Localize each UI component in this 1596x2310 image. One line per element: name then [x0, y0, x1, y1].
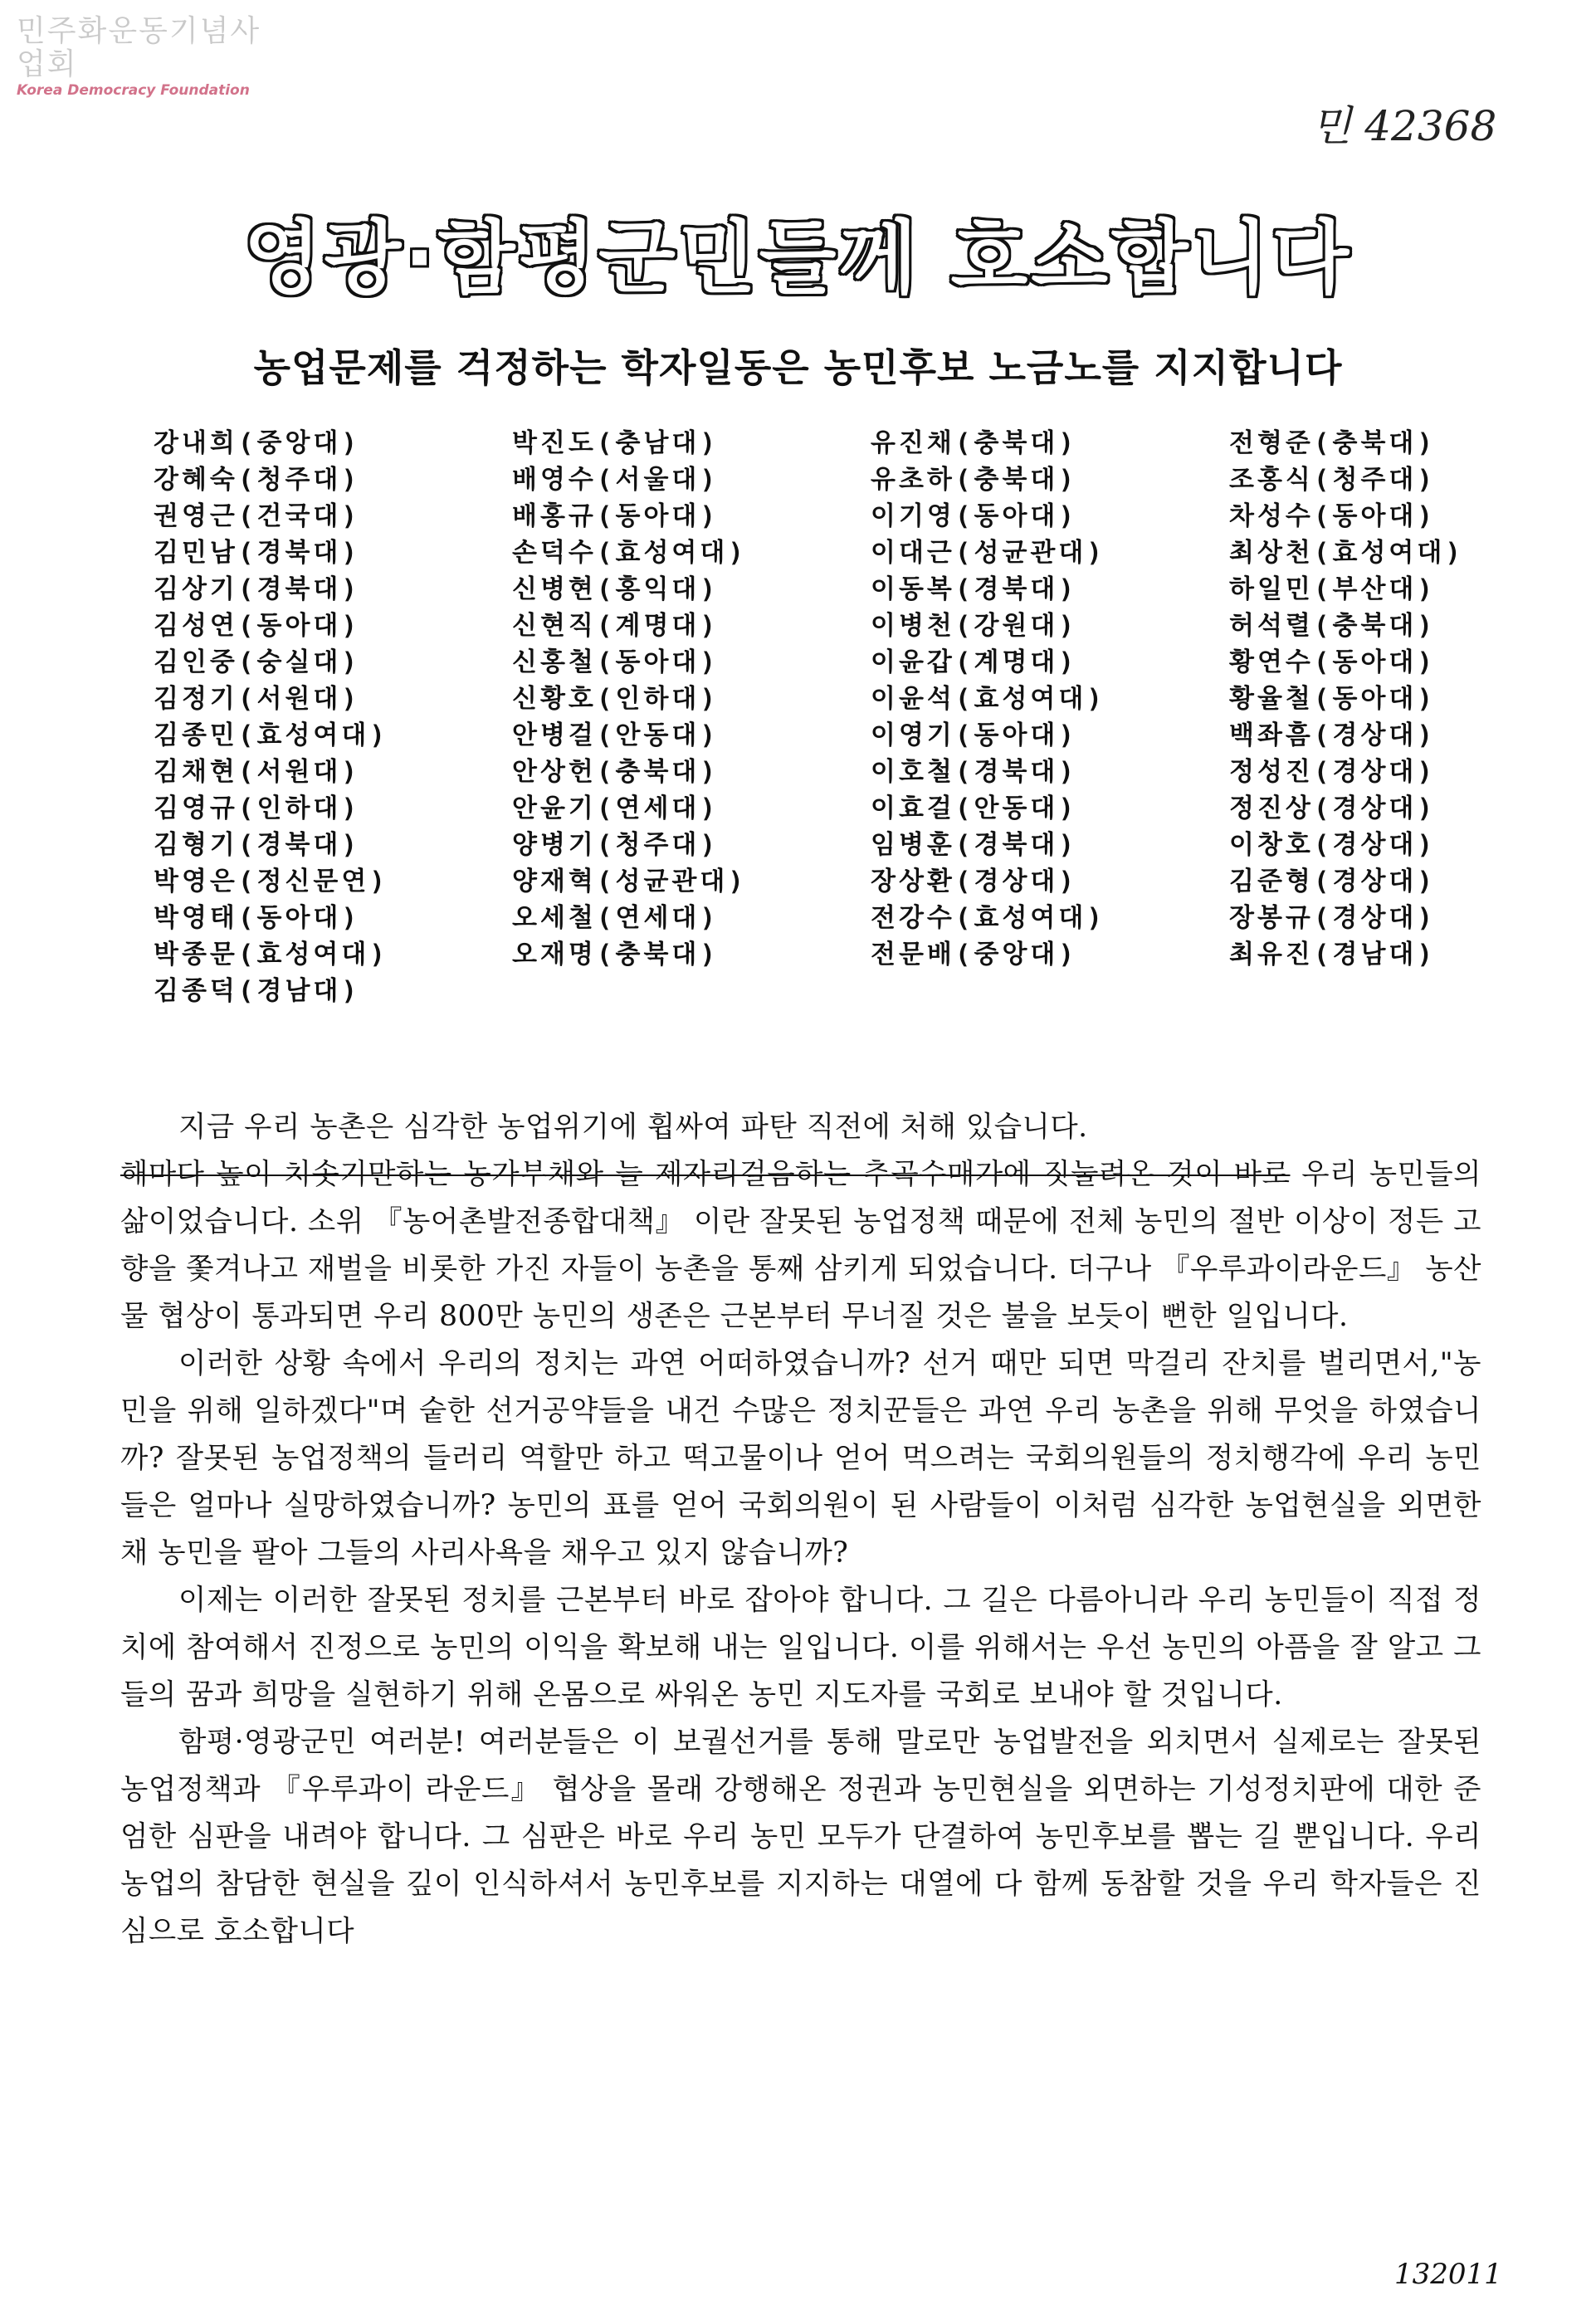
signer-entry: 배홍규(동아대)	[512, 501, 720, 531]
signer-entry: 박진도(충남대)	[512, 428, 720, 458]
signer-entry: 백좌흠(경상대)	[1229, 720, 1437, 750]
signer-entry: 박영은(정신문연)	[154, 867, 388, 896]
signers-column-2	[512, 425, 871, 1009]
signer-entry: 김종덕(경남대)	[154, 976, 361, 1006]
signers-column-4	[1229, 425, 1498, 1009]
signers-list	[154, 425, 1498, 1009]
signer-entry: 전강수(효성여대)	[871, 903, 1105, 933]
signer-entry: 유초하(충북대)	[871, 465, 1078, 495]
archive-number: 민 42368	[1311, 102, 1497, 150]
signer-entry: 신현직(계명대)	[512, 611, 720, 641]
signer-entry: 장상환(경상대)	[871, 867, 1078, 896]
signer-entry: 김채현(서원대)	[154, 757, 361, 787]
signer-entry: 강내희(중앙대)	[154, 428, 361, 458]
signer-entry: 유진채(충북대)	[871, 428, 1078, 458]
signer-entry: 이윤석(효성여대)	[871, 684, 1105, 714]
watermark-korean: 민주화운동기념사업회	[17, 14, 261, 81]
signer-entry: 이효걸(안동대)	[871, 794, 1078, 823]
signer-entry: 안병걸(안동대)	[512, 720, 720, 750]
signer-entry: 김준형(경상대)	[1229, 867, 1437, 896]
signer-entry: 배영수(서울대)	[512, 465, 720, 495]
signers-column-1	[154, 425, 512, 1009]
signer-entry: 신황호(인하대)	[512, 684, 720, 714]
paragraph-2: 이러한 상황 속에서 우리의 정치는 과연 어떠하였습니까? 선거 때만 되면 막걸리 잔치를 벌리면서,"농민을 위해 일하겠다"며 숱한 선거공약들을 내건 수많은 정치꾼들은 과연 우리 농촌을 위해 무엇을 하였습니까? 잘못된 농업정책의 들러리 역할만 하고 떡고물이나 얻어 먹으려는 국회의원들의 정치행각에 우리 농민들은 얼마나 실망하였습니까? 농민의 표를 얻어 국회의원이 된 사람들이 이처럼 심각한 농업현실을 외면한 채 농민을 팔아 그들의 사리사욕을 채우고 있지 않습니까?	[120, 1347, 1481, 1570]
signer-entry: 신병현(홍익대)	[512, 574, 720, 604]
signers-column-3	[871, 425, 1229, 1009]
signer-entry: 이영기(동아대)	[871, 720, 1078, 750]
signer-entry: 황연수(동아대)	[1229, 647, 1437, 677]
signer-entry: 김상기(경북대)	[154, 574, 361, 604]
signer-entry: 이대근(성균관대)	[871, 538, 1105, 568]
signer-entry: 이호철(경북대)	[871, 757, 1078, 787]
signer-entry: 김인중(숭실대)	[154, 647, 361, 677]
signer-entry: 안윤기(연세대)	[512, 794, 720, 823]
appeal-body	[120, 1104, 1481, 1956]
signer-entry: 김성연(동아대)	[154, 611, 361, 641]
signer-entry: 김정기(서원대)	[154, 684, 361, 714]
signer-entry: 임병훈(경북대)	[871, 830, 1078, 860]
signer-entry: 정진상(경상대)	[1229, 794, 1437, 823]
struck-through-line: 해마다 높이 치솟기만하는 농가부채와 늘 제자리걸음하는 추곡수매가에 짓눌려온 것이 바로	[120, 1158, 1291, 1191]
signer-entry: 이기영(동아대)	[871, 501, 1078, 531]
page-id-number: 132011	[1394, 2258, 1502, 2291]
signer-entry: 황율철(동아대)	[1229, 684, 1437, 714]
signer-entry: 오세철(연세대)	[512, 903, 720, 933]
paragraph-1-rest: 우리 농민들의 삶이었습니다. 소위 『농어촌발전종합대책』 이란 잘못된 농업정책 때문에 전체 농민의 절반 이상이 정든 고향을 쫓겨나고 재벌을 비롯한 가진 자들이 농촌을 통째 삼키게 되었습니다. 더구나 『우루과이라운드』 농산물 협상이 통과되면 우리 800만 농민의 생존은 근본부터 무너질 것은 불을 보듯이 뻔한 일입니다.	[120, 1158, 1482, 1333]
signer-entry: 양병기(청주대)	[512, 830, 720, 860]
signer-entry: 박영태(동아대)	[154, 903, 361, 933]
foundation-watermark	[17, 15, 282, 100]
signer-entry: 이창호(경상대)	[1229, 830, 1437, 860]
signer-entry: 김형기(경북대)	[154, 830, 361, 860]
paragraph-4: 함평·영광군민 여러분! 여러분들은 이 보궐선거를 통해 말로만 농업발전을 외치면서 실제로는 잘못된 농업정책과 『우루과이 라운드』 협상을 몰래 강행해온 정권과 농민현실을 외면하는 기성정치판에 대한 준엄한 심판을 내려야 합니다. 그 심판은 바로 우리 농민 모두가 단결하여 농민후보를 뽑는 길 뿐입니다. 우리 농업의 참담한 현실을 깊이 인식하셔서 농민후보를 지지하는 대열에 다 함께 동참할 것을 우리 학자들은 진심으로 호소합니다	[120, 1726, 1481, 1948]
signer-entry: 이윤갑(계명대)	[871, 647, 1078, 677]
signer-entry: 신홍철(동아대)	[512, 647, 720, 677]
signer-entry: 박종문(효성여대)	[154, 940, 388, 969]
signer-entry: 조홍식(청주대)	[1229, 465, 1437, 495]
signer-entry: 양재혁(성균관대)	[512, 867, 747, 896]
signer-entry: 김종민(효성여대)	[154, 720, 388, 750]
signer-entry: 권영근(건국대)	[154, 501, 361, 531]
paragraph-1-line-1: 지금 우리 농촌은 심각한 농업위기에 휩싸여 파탄 직전에 처해 있습니다.	[178, 1111, 1088, 1144]
signer-entry: 김민남(경북대)	[154, 538, 361, 568]
signer-entry: 오재명(충북대)	[512, 940, 720, 969]
signer-entry: 손덕수(효성여대)	[512, 538, 747, 568]
signer-entry: 최상천(효성여대)	[1229, 538, 1464, 568]
signer-entry: 최유진(경남대)	[1229, 940, 1437, 969]
signer-entry: 김영규(인하대)	[154, 794, 361, 823]
signer-entry: 하일민(부산대)	[1229, 574, 1437, 604]
signer-entry: 허석렬(충북대)	[1229, 611, 1437, 641]
signer-entry: 전문배(중앙대)	[871, 940, 1078, 969]
paragraph-1	[120, 1104, 1481, 1341]
page-subtitle: 농업문제를 걱정하는 학자일동은 농민후보 노금노를 지지합니다	[253, 345, 1343, 390]
signer-entry: 전형준(충북대)	[1229, 428, 1437, 458]
signer-entry: 안상헌(충북대)	[512, 757, 720, 787]
signer-entry: 정성진(경상대)	[1229, 757, 1437, 787]
page-title: 영광·함평군민들께 호소합니다	[243, 212, 1353, 305]
signer-entry: 강혜숙(청주대)	[154, 465, 361, 495]
signer-entry: 이동복(경북대)	[871, 574, 1078, 604]
signer-entry: 이병천(강원대)	[871, 611, 1078, 641]
paragraph-3: 이제는 이러한 잘못된 정치를 근본부터 바로 잡아야 합니다. 그 길은 다름아니라 우리 농민들이 직접 정치에 참여해서 진정으로 농민의 이익을 확보해 내는 일입니다. 이를 위해서는 우선 농민의 아픔을 잘 알고 그들의 꿈과 희망을 실현하기 위해 온몸으로 싸워온 농민 지도자를 국회로 보내야 할 것입니다.	[120, 1584, 1481, 1712]
signer-entry: 차성수(동아대)	[1229, 501, 1437, 531]
watermark-english: Korea Democracy Foundation	[17, 82, 250, 99]
signer-entry: 장봉규(경상대)	[1229, 903, 1437, 933]
